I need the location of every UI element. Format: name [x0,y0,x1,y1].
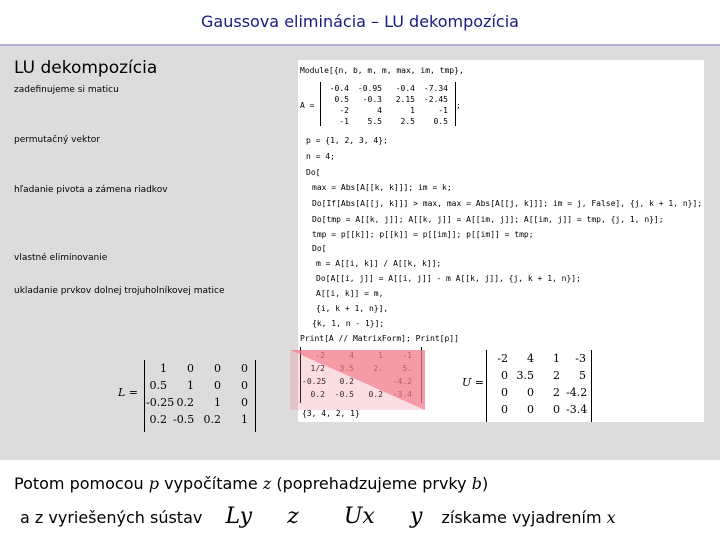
u-matrix-cell: 1 [553,352,560,365]
l-matrix-cell: 1 [160,362,167,375]
bottom-text: Potom pomocou [14,474,144,493]
l-matrix-cell: 0 [241,362,248,375]
var-x: x [606,508,616,527]
l-matrix-cell: 0 [214,362,221,375]
var-b: b [471,474,482,493]
u-matrix-label: U = [462,376,484,389]
a-matrix-cell: -0.4 [395,84,415,93]
l-matrix-cell: 0 [214,379,221,392]
var-p: p [148,474,159,493]
l-matrix-cell: 0.2 [149,413,167,426]
code-a-end: ; [456,101,461,110]
code-m-line: m = A[[i, k]] / A[[k, k]]; [316,259,442,268]
note-pivot: hľadanie pivota a zámena riadkov [14,185,168,195]
a-matrix-cell: -2 [339,106,349,115]
u-matrix [462,346,592,426]
code-n-line: n = 4; [306,152,335,161]
code-k-line: {k, 1, n - 1}]; [312,319,385,328]
u-matrix-cell: -3.4 [566,403,588,416]
code-line-module: Module[{n, b, m, m, max, im, tmp}, [300,66,464,75]
section-heading: LU dekompozícia [14,58,158,78]
bottom-line-2 [20,504,616,529]
output-matrix-cell: 0.2 [339,377,354,386]
code-max-line: max = Abs[A[[k, k]]]; im = k; [312,183,452,192]
u-matrix-cell: 0 [553,403,560,416]
a-matrix-cell: -7.34 [423,84,448,93]
code-ik-line: {i, k + 1, n}], [316,304,389,313]
u-matrix-cell: 3.5 [516,369,534,382]
code-perm-output: {3, 4, 2, 1} [302,409,360,418]
a-matrix-cell: -0.3 [362,95,382,104]
output-matrix-cell: -0.5 [334,390,354,399]
bottom-line-1 [14,474,488,493]
u-matrix-cell: 5 [579,369,586,382]
u-matrix-cell: -3 [575,352,586,365]
a-matrix-cell: 2.5 [400,117,415,126]
l-matrix-label: L = [118,386,139,399]
var-z: z [262,474,272,493]
a-matrix-cell: 2.15 [395,95,415,104]
bottom-text: vypočítame [164,474,258,493]
code-store-line: A[[i, k]] = m, [316,289,384,298]
l-matrix-cell: 0 [241,396,248,409]
output-matrix-cell: 0.2 [310,390,325,399]
u-matrix-cell: -2 [497,352,508,365]
a-matrix-cell: 1 [410,106,415,115]
note-perm-vector: permutačný vektor [14,135,100,145]
l-matrix-cell: 0.5 [149,379,167,392]
u-matrix-cell: 2 [553,369,560,382]
l-matrix-cell: -0.25 [146,396,175,409]
a-matrix-cell: 5.5 [367,117,382,126]
code-a-label: A = [300,101,315,110]
code-do-line: Do[ [306,168,321,177]
l-matrix-cell: 0 [241,379,248,392]
u-matrix-cell: 0 [501,386,508,399]
a-matrix-cell: 0.5 [433,117,448,126]
a-matrix-cell: -2.45 [423,95,448,104]
equation-ly-rhs: z [287,504,299,529]
output-matrix-cell: -0.25 [302,377,327,386]
code-doif-line: Do[If[Abs[A[[j, k]]] > max, max = Abs[A[[j, k]]]; im = j, False], {j, k + 1, n}]; [312,199,703,208]
u-matrix-cell: 0 [527,403,534,416]
code-p-line: p = {1, 2, 3, 4}; [306,136,388,145]
bottom-text: a z vyriešených sústav [20,508,203,527]
output-matrix-cell: 0.2 [368,390,383,399]
bottom-text: ) [481,474,489,493]
note-store-lower: ukladanie prvkov dolnej trojuholníkovej matice [14,286,225,296]
code-swap-line: Do[tmp = A[[k, j]]; A[[k, j]] = A[[im, j]]; A[[im, j]] = tmp, {j, 1, n}]; [312,215,664,224]
u-matrix-cell: 2 [553,386,560,399]
output-matrix-cell: 1/2 [310,364,325,373]
note-define-matrix: zadefinujeme si maticu [14,85,119,95]
a-matrix-cell: -1 [438,106,448,115]
a-matrix-cell: -1 [339,117,349,126]
l-matrix-cell: 0 [187,362,194,375]
u-matrix-cell: -4.2 [566,386,588,399]
code-print-line: Print[A // MatrixForm]; Print[p]] [300,334,459,343]
u-matrix-cell: 4 [527,352,534,365]
code-do2-line: Do[ [312,244,327,253]
a-matrix-cell: -0.95 [357,84,382,93]
l-matrix-cell: 1 [187,379,194,392]
l-matrix-cell: 0.2 [203,413,221,426]
bottom-text: (poprehadzujeme prvky [276,474,467,493]
code-perm-line: tmp = p[[k]]; p[[k]] = p[[im]]; p[[im]] = tmp; [312,230,534,239]
a-matrix-cell: 0.5 [334,95,349,104]
a-matrix-cell: -0.4 [329,84,349,93]
equation-ly-lhs: Ly [225,504,253,529]
l-matrix-cell: 1 [214,396,221,409]
l-matrix-cell: -0.5 [173,413,195,426]
l-matrix-cell: 1 [241,413,248,426]
equation-ux-rhs: y [409,504,423,529]
slide-title: Gaussova eliminácia – LU dekompozícia [201,12,519,31]
l-matrix [110,356,260,432]
l-matrix-cell: 0.2 [176,396,194,409]
u-matrix-cell: 0 [501,369,508,382]
equation-ux-lhs: Ux [343,504,375,529]
u-matrix-cell: 0 [501,403,508,416]
a-matrix-cell: 4 [377,106,382,115]
bottom-text: získame vyjadrením [441,508,602,527]
u-matrix-cell: 0 [527,386,534,399]
code-elim-line: Do[A[[i, j]] = A[[i, j]] - m A[[k, j]], {j, k + 1, n}]; [316,274,581,283]
note-elimination: vlastné eliminovanie [14,253,108,263]
